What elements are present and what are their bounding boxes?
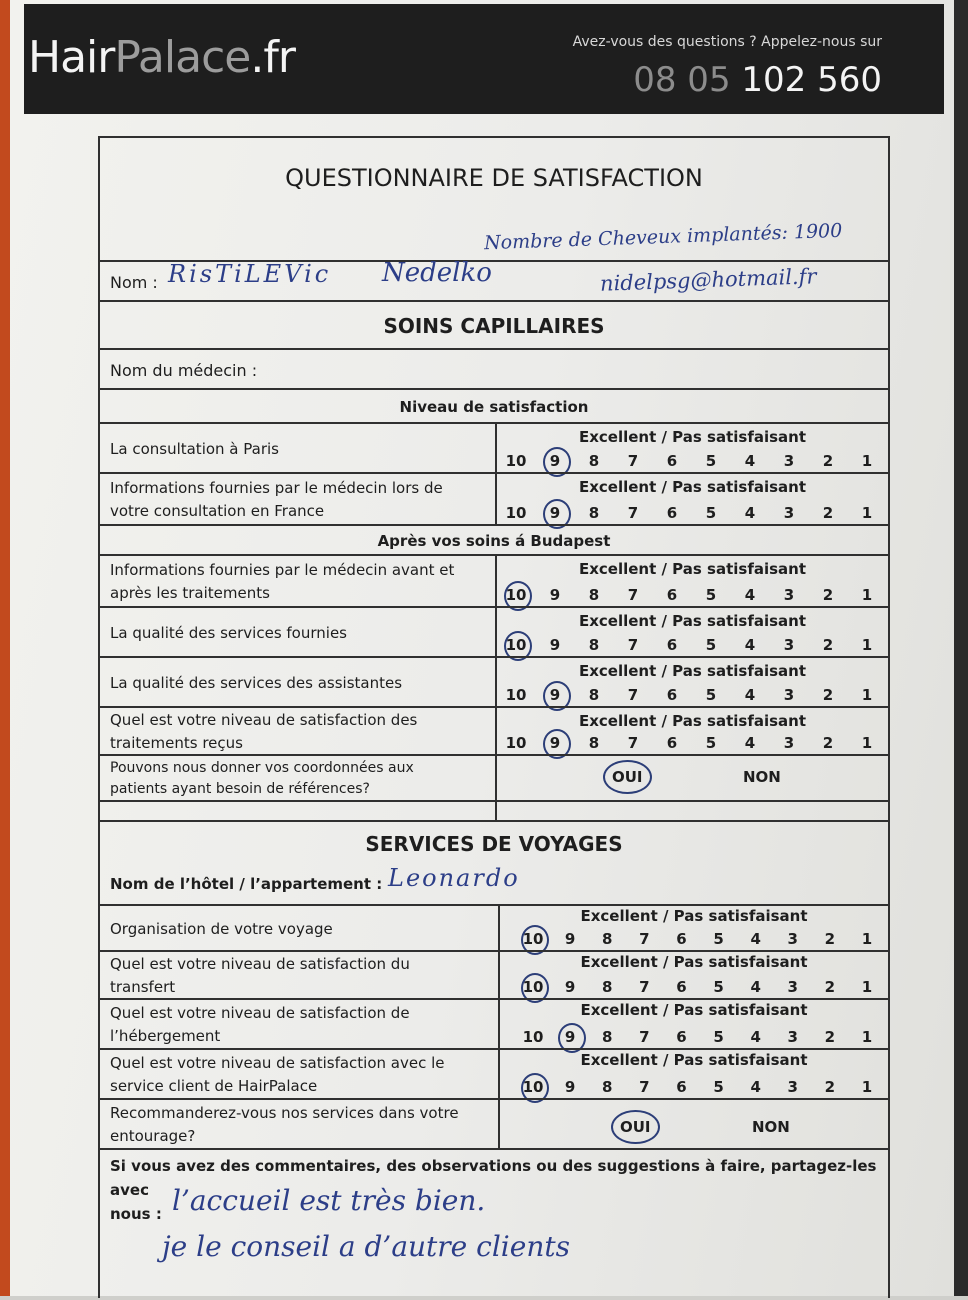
handwritten-hotel: Leonardo [388, 864, 520, 892]
v3-label: Quel est votre niveau de satisfaction de l’hébergement [110, 1004, 410, 1045]
medecin-label: Nom du médecin : [110, 360, 258, 380]
v2-label: Quel est votre niveau de satisfaction du transfert [110, 955, 410, 996]
rating-value-8[interactable]: 8 [588, 452, 600, 470]
rating-value-4[interactable]: 4 [750, 1078, 761, 1096]
rating-q5 [497, 658, 888, 708]
rating-value-2[interactable]: 2 [822, 452, 834, 470]
rating-value-9[interactable]: 9 [564, 930, 576, 948]
rating-value-2[interactable]: 2 [824, 1028, 836, 1046]
rating-value-8[interactable]: 8 [602, 930, 613, 948]
rating-value-4[interactable]: 4 [750, 978, 761, 996]
rating-value-6[interactable]: 6 [666, 734, 678, 752]
rating-value-3[interactable]: 3 [783, 452, 795, 470]
question-row-v1 [100, 904, 888, 952]
rating-value-10[interactable]: 10 [505, 452, 527, 470]
rating-value-7[interactable]: 7 [627, 452, 639, 470]
rating-value-5[interactable]: 5 [705, 734, 717, 752]
rating-value-7[interactable]: 7 [639, 1028, 650, 1046]
scale-header: Excellent / Pas satisfaisant [578, 712, 807, 730]
rating-value-1[interactable]: 1 [861, 686, 873, 704]
medecin-row [100, 348, 888, 390]
rating-value-9[interactable]: 9 [549, 586, 561, 604]
rating-value-6[interactable]: 6 [666, 686, 678, 704]
rating-q2 [497, 474, 888, 526]
rating-value-2[interactable]: 2 [822, 504, 834, 522]
rating-value-4[interactable]: 4 [744, 686, 756, 704]
rating-value-1[interactable]: 1 [861, 1028, 873, 1046]
rating-value-4[interactable]: 4 [744, 504, 756, 522]
rating-value-6[interactable]: 6 [666, 586, 678, 604]
rating-scale [497, 504, 888, 522]
rating-value-5[interactable]: 5 [713, 1028, 724, 1046]
rating-value-5[interactable]: 5 [705, 636, 717, 654]
rating-value-8[interactable]: 8 [588, 686, 600, 704]
q1-label: La consultation à Paris [110, 439, 279, 458]
rating-value-1[interactable]: 1 [861, 978, 873, 996]
rating-value-4[interactable]: 4 [750, 930, 761, 948]
rating-value-10[interactable]: 10 [505, 504, 527, 522]
q5-label: La qualité des services des assistantes [110, 673, 403, 692]
rating-value-3[interactable]: 3 [783, 504, 795, 522]
handwritten-comment-1: l’accueil est très bien. [172, 1184, 486, 1217]
rating-value-5[interactable]: 5 [713, 1078, 724, 1096]
rating-scale [497, 686, 888, 704]
rating-value-3[interactable]: 3 [783, 636, 795, 654]
rating-value-7[interactable]: 7 [639, 1078, 650, 1096]
handwritten-hair-count: Nombre de Cheveux implantés: 1900 [483, 219, 843, 255]
rating-value-10[interactable]: 10 [505, 686, 527, 704]
rating-value-8[interactable]: 8 [602, 1078, 613, 1096]
niveau-row [100, 388, 888, 424]
rating-value-9[interactable]: 9 [557, 1028, 583, 1046]
rating-v1 [500, 906, 888, 952]
niveau-label: Niveau de satisfaction [399, 398, 589, 416]
scale-header: Excellent / Pas satisfaisant [580, 1001, 808, 1019]
rating-value-10[interactable]: 10 [520, 930, 546, 948]
rating-value-9[interactable]: 9 [542, 452, 568, 470]
comments-row [100, 1148, 888, 1300]
handwritten-comment-2: je le conseil a d’autre clients [162, 1230, 570, 1263]
rating-value-6[interactable]: 6 [676, 1078, 687, 1096]
question-row-q2 [100, 472, 888, 526]
rating-value-2[interactable]: 2 [822, 686, 834, 704]
rating-value-10[interactable]: 10 [520, 978, 546, 996]
rating-value-6[interactable]: 6 [666, 636, 678, 654]
hairpalace-logo: HairPalace.fr [28, 32, 295, 83]
rating-value-10[interactable]: 10 [505, 734, 527, 752]
form-title: QUESTIONNAIRE DE SATISFACTION [285, 164, 703, 192]
rating-value-9[interactable]: 9 [542, 734, 568, 752]
rating-value-3[interactable]: 3 [783, 686, 795, 704]
rating-v2 [500, 952, 888, 1000]
rating-value-3[interactable]: 3 [787, 978, 798, 996]
rating-value-1[interactable]: 1 [861, 452, 873, 470]
v1-label: Organisation de votre voyage [110, 919, 333, 938]
handwritten-surname: RisTiLEVic [168, 260, 332, 288]
rating-value-6[interactable]: 6 [676, 930, 687, 948]
rating-value-1[interactable]: 1 [861, 930, 873, 948]
rating-scale [500, 978, 888, 996]
rating-value-4[interactable]: 4 [744, 636, 756, 654]
rating-value-6[interactable]: 6 [676, 978, 687, 996]
rating-scale [497, 586, 888, 604]
rating-value-2[interactable]: 2 [822, 586, 834, 604]
rating-value-7[interactable]: 7 [627, 734, 639, 752]
rating-value-4[interactable]: 4 [750, 1028, 761, 1046]
rating-value-3[interactable]: 3 [787, 930, 798, 948]
rating-value-2[interactable]: 2 [824, 930, 836, 948]
rating-value-8[interactable]: 8 [602, 1028, 613, 1046]
question-row-v2 [100, 950, 888, 1000]
rating-value-3[interactable]: 3 [787, 1078, 798, 1096]
comments-label: Si vous avez des commentaires, des observations ou des suggestions à faire, partagez-les avec nous : [110, 1157, 877, 1223]
rating-q3 [497, 556, 888, 608]
rating-value-2[interactable]: 2 [822, 734, 834, 752]
satisfaction-form [98, 136, 890, 1298]
rating-value-5[interactable]: 5 [713, 930, 724, 948]
background-edge-right [954, 0, 968, 1296]
rating-value-8[interactable]: 8 [588, 586, 600, 604]
rating-value-4[interactable]: 4 [744, 734, 756, 752]
scale-header: Excellent / Pas satisfaisant [580, 1051, 808, 1069]
rating-value-3[interactable]: 3 [783, 586, 795, 604]
handwritten-firstname: Nedelko [382, 258, 492, 288]
form-title-row [100, 148, 888, 208]
section2-row [100, 820, 888, 866]
spacer-row [100, 800, 888, 822]
scale-header: Excellent / Pas satisfaisant [578, 428, 807, 446]
rating-v3 [500, 1000, 888, 1050]
non-option: NON [752, 1118, 790, 1136]
rating-value-6[interactable]: 6 [676, 1028, 687, 1046]
rating-value-7[interactable]: 7 [627, 636, 639, 654]
rating-value-8[interactable]: 8 [588, 734, 600, 752]
rating-value-10[interactable]: 10 [520, 1078, 546, 1096]
rating-value-5[interactable]: 5 [705, 504, 717, 522]
rating-value-3[interactable]: 3 [787, 1028, 798, 1046]
question-row-q4 [100, 606, 888, 658]
rating-value-8[interactable]: 8 [588, 504, 600, 522]
rating-value-1[interactable]: 1 [861, 734, 873, 752]
v5-label: Recommanderez-vous nos services dans votre entourage? [110, 1104, 459, 1145]
budapest-label: Après vos soins á Budapest [377, 532, 611, 550]
question-row-q1 [100, 422, 888, 474]
rating-q1 [497, 424, 888, 474]
rating-value-2[interactable]: 2 [824, 1078, 836, 1096]
rating-value-8[interactable]: 8 [602, 978, 613, 996]
section-services-voyages: SERVICES DE VOYAGES [365, 832, 623, 856]
rating-value-5[interactable]: 5 [705, 452, 717, 470]
rating-value-9[interactable]: 9 [564, 978, 576, 996]
q6-label: Quel est votre niveau de satisfaction des traitements reçus [110, 711, 418, 752]
handwritten-email: nidelpsg@hotmail.fr [599, 264, 817, 296]
section-soins-capillaires: SOINS CAPILLAIRES [383, 314, 605, 338]
q7-label: Pouvons nous donner vos coordonnées aux patients ayant besoin de références? [110, 760, 414, 797]
rating-value-6[interactable]: 6 [666, 452, 678, 470]
rating-value-5[interactable]: 5 [705, 686, 717, 704]
oui-option: OUI [620, 1118, 651, 1136]
q3-label: Informations fournies par le médecin avant et après les traitements [110, 561, 455, 602]
rating-value-4[interactable]: 4 [744, 586, 756, 604]
budapest-row [100, 524, 888, 556]
yes-no-choice [497, 756, 888, 802]
yes-no-choice [500, 1100, 888, 1150]
rating-scale [497, 452, 888, 470]
rating-value-9[interactable]: 9 [542, 686, 568, 704]
background-edge [0, 0, 10, 1296]
phone-number: 08 05 102 560 [633, 60, 882, 100]
rating-value-10[interactable]: 10 [503, 586, 529, 604]
rating-value-9[interactable]: 9 [549, 636, 561, 654]
v4-label: Quel est votre niveau de satisfaction avec le service client de HairPalace [110, 1054, 445, 1095]
rating-v4 [500, 1050, 888, 1100]
rating-q4 [497, 608, 888, 658]
scale-header: Excellent / Pas satisfaisant [578, 662, 807, 680]
rating-value-5[interactable]: 5 [713, 978, 724, 996]
question-row-v5 [100, 1098, 888, 1150]
scale-header: Excellent / Pas satisfaisant [578, 478, 807, 496]
header-banner [24, 4, 944, 114]
rating-value-2[interactable]: 2 [824, 978, 836, 996]
rating-value-1[interactable]: 1 [861, 586, 873, 604]
rating-value-6[interactable]: 6 [666, 504, 678, 522]
rating-value-3[interactable]: 3 [783, 734, 795, 752]
rating-scale [500, 1078, 888, 1096]
rating-q6 [497, 708, 888, 756]
hotel-label: Nom de l’hôtel / l’appartement : [110, 875, 383, 893]
question-row-q6 [100, 706, 888, 756]
rating-value-7[interactable]: 7 [639, 930, 650, 948]
nom-label: Nom : [110, 272, 158, 292]
rating-value-1[interactable]: 1 [861, 1078, 873, 1096]
rating-scale [500, 1028, 888, 1046]
phone-question: Avez-vous des questions ? Appelez-nous sur [572, 34, 882, 50]
rating-value-4[interactable]: 4 [744, 452, 756, 470]
rating-value-9[interactable]: 9 [542, 504, 568, 522]
yesno-q7 [497, 756, 888, 802]
section1-row [100, 300, 888, 350]
rating-value-5[interactable]: 5 [705, 586, 717, 604]
rating-value-2[interactable]: 2 [822, 636, 834, 654]
rating-value-10[interactable]: 10 [522, 1028, 544, 1046]
question-row-v4 [100, 1048, 888, 1100]
question-row-q5 [100, 656, 888, 708]
oui-option: OUI [612, 768, 643, 786]
scale-header: Excellent / Pas satisfaisant [580, 907, 808, 925]
scale-header: Excellent / Pas satisfaisant [578, 560, 807, 578]
rating-value-7[interactable]: 7 [627, 586, 639, 604]
rating-value-7[interactable]: 7 [639, 978, 650, 996]
rating-value-8[interactable]: 8 [588, 636, 600, 654]
rating-value-1[interactable]: 1 [861, 636, 873, 654]
rating-scale [497, 734, 888, 752]
question-row-v3 [100, 998, 888, 1050]
yesno-v5 [500, 1100, 888, 1150]
question-row-q3 [100, 554, 888, 608]
scale-header: Excellent / Pas satisfaisant [580, 953, 808, 971]
rating-value-7[interactable]: 7 [627, 504, 639, 522]
scale-header: Excellent / Pas satisfaisant [578, 612, 807, 630]
rating-value-9[interactable]: 9 [564, 1078, 576, 1096]
rating-scale [500, 930, 888, 948]
q2-label: Informations fournies par le médecin lors de votre consultation en France [110, 479, 443, 520]
rating-value-7[interactable]: 7 [627, 686, 639, 704]
question-row-q7 [100, 754, 888, 802]
rating-value-10[interactable]: 10 [503, 636, 529, 654]
rating-value-1[interactable]: 1 [861, 504, 873, 522]
non-option: NON [743, 768, 781, 786]
q4-label: La qualité des services fournies [110, 623, 347, 642]
rating-scale [497, 636, 888, 654]
